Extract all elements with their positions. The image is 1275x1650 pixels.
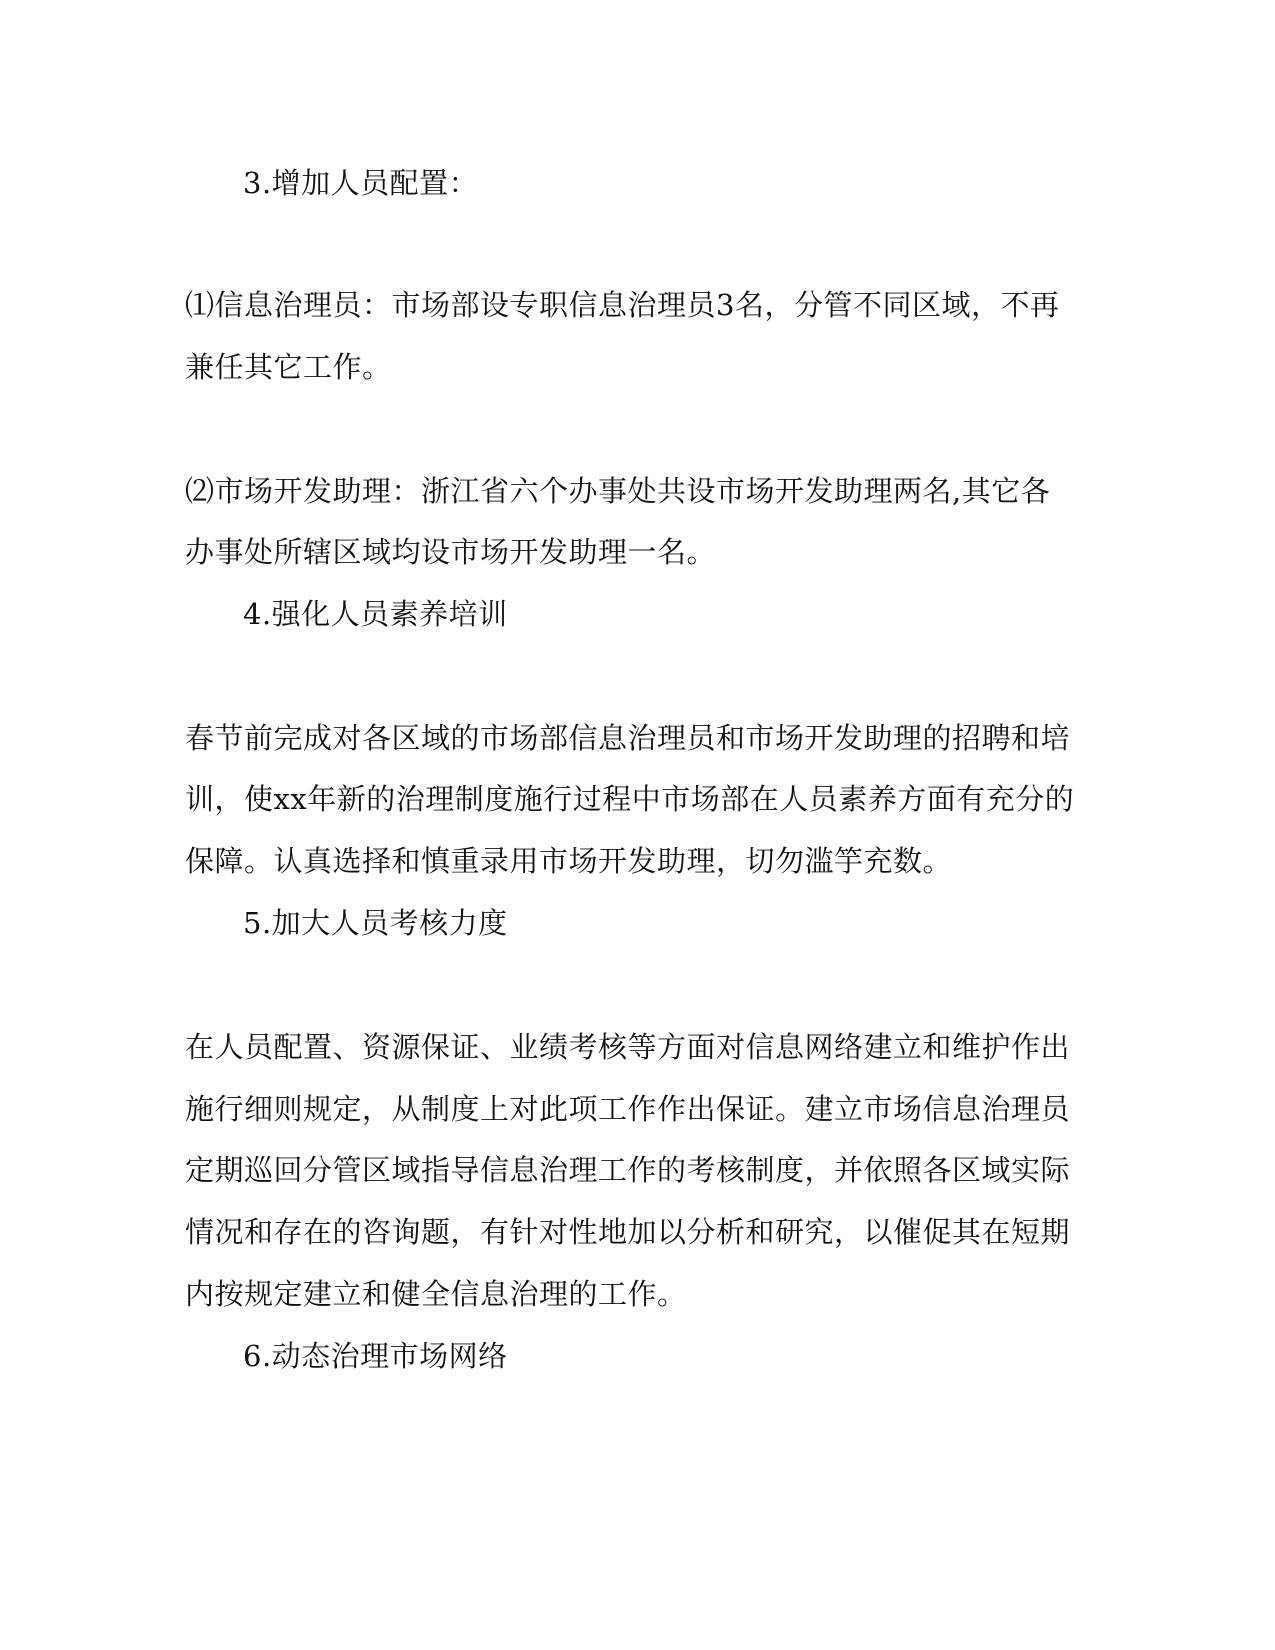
para-4-line-2: 训，使xx年新的治理制度施行过程中市场部在人员素养方面有充分的: [185, 782, 1075, 816]
item-2-line-1: ⑵市场开发助理：浙江省六个办事处共设市场开发助理两名,其它各: [185, 474, 1051, 508]
para-5-line-2: 施行细则规定，从制度上对此项工作作出保证。建立市场信息治理员: [185, 1092, 1071, 1126]
heading-section-3: 3.增加人员配置：: [243, 166, 479, 200]
heading-section-6: 6.动态治理市场网络: [243, 1339, 508, 1373]
para-5-line-5: 内按规定建立和健全信息治理的工作。: [185, 1277, 687, 1311]
item-1-line-2: 兼任其它工作。: [185, 350, 392, 384]
heading-section-5: 5.加大人员考核力度: [243, 906, 508, 940]
para-4-line-3: 保障。认真选择和慎重录用市场开发助理，切勿滥竽充数。: [185, 844, 953, 878]
item-2-line-2: 办事处所辖区域均设市场开发助理一名。: [185, 535, 717, 569]
heading-section-4: 4.强化人员素养培训: [243, 597, 508, 631]
para-5-line-1: 在人员配置、资源保证、业绩考核等方面对信息网络建立和维护作出: [185, 1030, 1071, 1064]
para-5-line-4: 情况和存在的咨询题，有针对性地加以分析和研究，以催促其在短期: [185, 1215, 1071, 1249]
para-5-line-3: 定期巡回分管区域指导信息治理工作的考核制度，并依照各区域实际: [185, 1153, 1071, 1187]
item-1-line-1: ⑴信息治理员：市场部设专职信息治理员3名，分管不同区域，不再: [185, 288, 1060, 322]
para-4-line-1: 春节前完成对各区域的市场部信息治理员和市场开发助理的招聘和培: [185, 721, 1071, 755]
